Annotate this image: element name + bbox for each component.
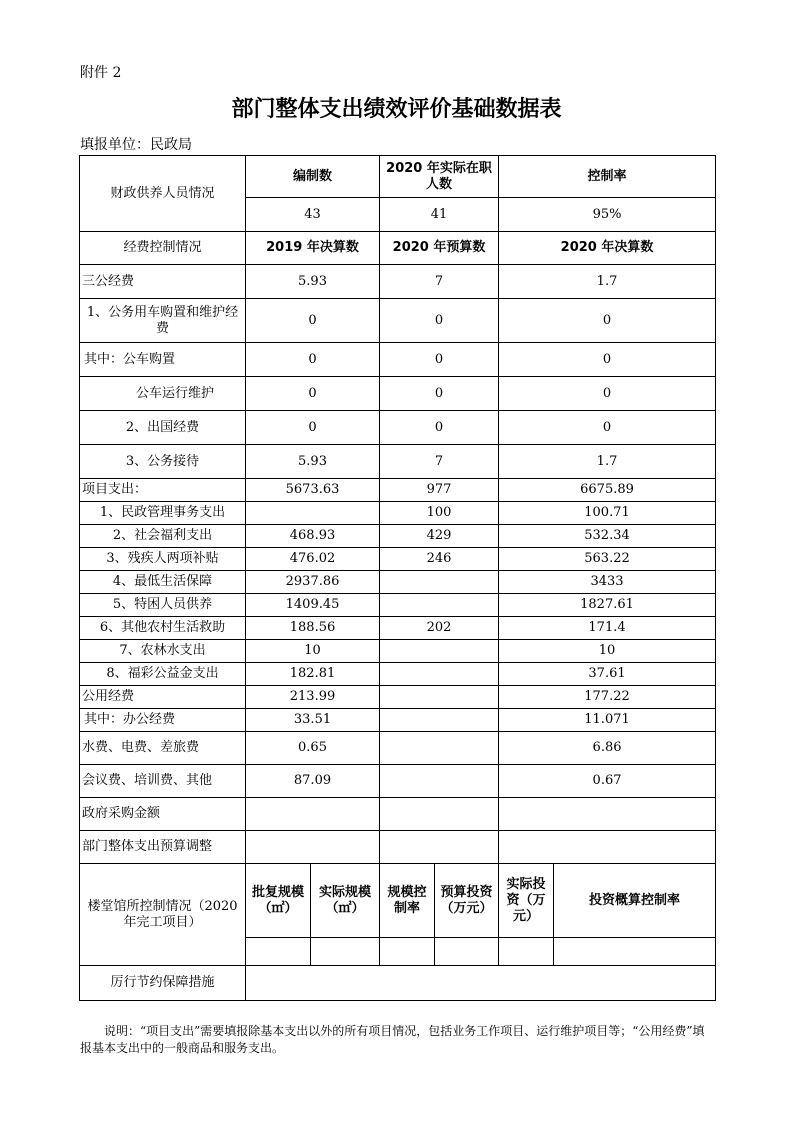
row-value-v2: 0	[380, 343, 499, 377]
row-value-v1: 0	[246, 411, 380, 445]
building-cell	[435, 938, 499, 966]
staffing-header: 2020 年实际在职人数	[380, 156, 499, 198]
row-label: 1、民政管理事务支出	[80, 502, 246, 525]
table-row	[80, 594, 716, 617]
row-value-v3	[499, 831, 716, 864]
row-value-v2	[380, 831, 499, 864]
row-value-v3: 3433	[499, 571, 716, 594]
staffing-header: 编制数	[246, 156, 380, 198]
reporting-unit: 填报单位：民政局	[80, 137, 192, 153]
row-value-v2	[380, 640, 499, 663]
row-value-v2: 100	[380, 502, 499, 525]
row-value-v3: 100.71	[499, 502, 716, 525]
expense-control-label: 经费控制情况	[80, 232, 246, 265]
building-cell	[311, 938, 380, 966]
saving-measures-cell	[246, 966, 716, 1001]
table-row	[80, 377, 716, 411]
staffing-value: 95%	[499, 198, 716, 232]
row-value-v2	[380, 594, 499, 617]
expense-header: 2020 年决算数	[499, 232, 716, 265]
row-label: 2、出国经费	[80, 411, 246, 445]
attachment-label: 附件 2	[80, 65, 122, 81]
row-value-v1: 213.99	[246, 686, 380, 709]
row-value-v3: 177.22	[499, 686, 716, 709]
row-value-v3: 1827.61	[499, 594, 716, 617]
row-value-v1	[246, 831, 380, 864]
row-label: 政府采购金额	[80, 798, 246, 831]
table-row	[80, 343, 716, 377]
row-value-v2: 246	[380, 548, 499, 571]
row-value-v1	[246, 502, 380, 525]
row-value-v3	[499, 798, 716, 831]
row-label: 3、公务接待	[80, 445, 246, 479]
table-row	[80, 831, 716, 864]
staffing-value: 41	[380, 198, 499, 232]
expense-header: 2020 年预算数	[380, 232, 499, 265]
saving-measures-label: 厉行节约保障措施	[80, 966, 246, 1001]
row-label: 部门整体支出预算调整	[80, 831, 246, 864]
row-value-v2: 0	[380, 411, 499, 445]
data-table	[79, 155, 716, 1001]
row-value-v1: 188.56	[246, 617, 380, 640]
staffing-value: 43	[246, 198, 380, 232]
footnote: 说明：“项目支出”需要填报除基本支出以外的所有项目情况，包括业务工作项目、运行维护项目等；“公用经费”填报基本支出中的一般商品和服务支出。	[80, 1024, 705, 1055]
table-row	[80, 765, 716, 798]
table-row	[80, 299, 716, 343]
row-value-v3: 0	[499, 411, 716, 445]
row-value-v2	[380, 663, 499, 686]
building-header: 预算投资（万元）	[435, 864, 499, 938]
table-row	[80, 479, 716, 502]
row-value-v3: 10	[499, 640, 716, 663]
row-value-v2: 977	[380, 479, 499, 502]
row-label: 其中：办公经费	[80, 709, 246, 732]
row-value-v3: 0.67	[499, 765, 716, 798]
row-label: 公车运行维护	[80, 377, 246, 411]
building-control-label: 楼堂馆所控制情况（2020 年完工项目）	[80, 864, 246, 966]
row-value-v1: 5.93	[246, 445, 380, 479]
table-row	[80, 663, 716, 686]
row-value-v1: 5673.63	[246, 479, 380, 502]
row-value-v2: 0	[380, 377, 499, 411]
row-value-v2: 202	[380, 617, 499, 640]
row-value-v2	[380, 765, 499, 798]
table-row	[80, 617, 716, 640]
table-row	[80, 445, 716, 479]
row-value-v1: 0.65	[246, 732, 380, 765]
row-value-v3: 1.7	[499, 445, 716, 479]
row-label: 8、福彩公益金支出	[80, 663, 246, 686]
row-label: 三公经费	[80, 265, 246, 299]
building-header: 规模控制率	[380, 864, 435, 938]
table-row	[80, 548, 716, 571]
row-value-v2	[380, 732, 499, 765]
row-value-v2: 7	[380, 445, 499, 479]
row-value-v3: 0	[499, 343, 716, 377]
row-value-v3: 563.22	[499, 548, 716, 571]
row-value-v2: 429	[380, 525, 499, 548]
row-value-v1: 0	[246, 377, 380, 411]
building-cell	[380, 938, 435, 966]
table-row	[80, 502, 716, 525]
row-label: 公用经费	[80, 686, 246, 709]
row-label: 2、社会福利支出	[80, 525, 246, 548]
row-label: 项目支出：	[80, 479, 246, 502]
row-value-v1: 2937.86	[246, 571, 380, 594]
row-value-v1: 1409.45	[246, 594, 380, 617]
row-value-v1: 33.51	[246, 709, 380, 732]
row-label: 7、农林水支出	[80, 640, 246, 663]
page-title: 部门整体支出绩效评价基础数据表	[231, 97, 562, 122]
building-header: 实际规模（㎡）	[311, 864, 380, 938]
table-row	[80, 640, 716, 663]
row-label: 5、特困人员供养	[80, 594, 246, 617]
row-label: 1、公务用车购置和维护经费	[80, 299, 246, 343]
row-value-v3: 37.61	[499, 663, 716, 686]
building-cell	[554, 938, 716, 966]
row-label: 水费、电费、差旅费	[80, 732, 246, 765]
row-value-v2	[380, 686, 499, 709]
staffing-header: 控制率	[499, 156, 716, 198]
row-value-v1	[246, 798, 380, 831]
row-value-v1: 182.81	[246, 663, 380, 686]
expense-header: 2019 年决算数	[246, 232, 380, 265]
row-value-v3: 1.7	[499, 265, 716, 299]
building-header: 批复规模（㎡）	[246, 864, 311, 938]
table-row	[80, 686, 716, 709]
row-label: 6、其他农村生活救助	[80, 617, 246, 640]
row-value-v1: 468.93	[246, 525, 380, 548]
row-value-v3: 6675.89	[499, 479, 716, 502]
row-value-v3: 0	[499, 377, 716, 411]
row-value-v2	[380, 709, 499, 732]
table-row	[80, 265, 716, 299]
table-row	[80, 411, 716, 445]
building-cell	[499, 938, 554, 966]
row-value-v1: 10	[246, 640, 380, 663]
building-header: 实际投资（万元）	[499, 864, 554, 938]
row-value-v2: 0	[380, 299, 499, 343]
table-row	[80, 571, 716, 594]
building-cell	[246, 938, 311, 966]
row-value-v3: 171.4	[499, 617, 716, 640]
row-value-v1: 5.93	[246, 265, 380, 299]
row-label: 4、最低生活保障	[80, 571, 246, 594]
row-value-v2	[380, 571, 499, 594]
row-value-v2	[380, 798, 499, 831]
row-value-v3: 6.86	[499, 732, 716, 765]
row-value-v1: 476.02	[246, 548, 380, 571]
table-row	[80, 525, 716, 548]
row-value-v2: 7	[380, 265, 499, 299]
table-row	[80, 798, 716, 831]
row-label: 会议费、培训费、其他	[80, 765, 246, 798]
row-label: 其中：公车购置	[80, 343, 246, 377]
row-value-v1: 87.09	[246, 765, 380, 798]
row-value-v3: 532.34	[499, 525, 716, 548]
row-value-v1: 0	[246, 299, 380, 343]
table-row	[80, 732, 716, 765]
row-label: 3、残疾人两项补贴	[80, 548, 246, 571]
staffing-label: 财政供养人员情况	[80, 156, 246, 232]
row-value-v1: 0	[246, 343, 380, 377]
table-row	[80, 709, 716, 732]
row-value-v3: 0	[499, 299, 716, 343]
building-header: 投资概算控制率	[554, 864, 716, 938]
row-value-v3: 11.071	[499, 709, 716, 732]
